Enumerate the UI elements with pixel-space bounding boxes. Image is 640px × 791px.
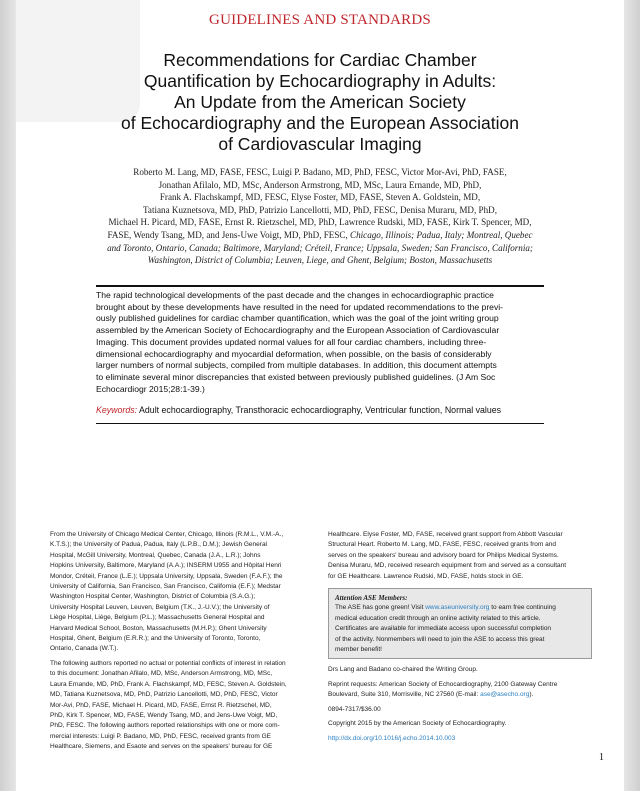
affiliation-line: and Toronto, Ontario, Canada; Baltimore, Maryland; Créteil, France; Uppsala, Sweden; San Francisco, California; xyxy=(107,242,533,253)
disclosure-line: PhD, Kirk T. Spencer, MD, FASE, Wendy Tsang, MD, and Jens-Uwe Voigt, MD, xyxy=(50,711,278,719)
title-line: of Cardiovascular Imaging xyxy=(218,134,422,154)
abstract-line: brought about by these developments have resulted in the need for updated recommendations to the previ- xyxy=(96,301,504,312)
disclosure-line: serves on the speakers' bureau and advisory board for Philips Medical Systems. xyxy=(328,551,559,559)
page-number: 1 xyxy=(599,752,604,763)
affiliation-note-line: Washington Hospital Center, Washington, District of Columbia (S.A.G.); xyxy=(50,593,256,601)
ase-box-line: medical education credit through an online activity related to this article. xyxy=(335,614,541,622)
author-line: Frank A. Flachskampf, MD, FESC, Elyse Foster, MD, FASE, Steven A. Goldstein, MD, xyxy=(159,192,481,203)
abstract xyxy=(96,290,544,395)
keywords xyxy=(96,405,544,415)
title-line: Quantification by Echocardiography in Adults: xyxy=(143,71,497,91)
disclosure-line: Denisa Muraru, MD, received research equipment from and served as a consultant xyxy=(328,562,567,570)
ase-members-box xyxy=(328,588,592,659)
affiliation-note-line: Mondor, Créteil, France (L.E.); Uppsala University, Uppsala, Sweden (F.A.F.); the xyxy=(50,572,283,580)
abstract-line: assembled by the American Society of Echocardiography and the European Association of Cardiovascular xyxy=(96,325,500,336)
author-list xyxy=(70,166,570,267)
section-header: GUIDELINES AND STANDARDS xyxy=(209,12,431,28)
disclosure-line: Mor-Avi, PhD, FASE, Michael H. Picard, MD, FASE, Ernst R. Rietzschel, MD, xyxy=(50,701,272,709)
author-line: Roberto M. Lang, MD, FASE, FESC, Luigi P. Badano, MD, PhD, FESC, Victor Mor-Avi, PhD, FASE, xyxy=(133,167,507,177)
disclosure-line: PhD, FESC. The following authors reported relationships with one or more com- xyxy=(50,722,280,730)
abstract-line: to eliminate several minor discrepancies that existed between previously published guidelines. (J Am Soc xyxy=(96,371,496,382)
title-line: of Echocardiography and the European Association xyxy=(121,113,519,133)
author-line xyxy=(70,229,570,242)
title-line: Recommendations for Cardiac Chamber xyxy=(163,50,477,70)
ase-box-line: of the activity. Nonmembers will need to join the ASE to access this great xyxy=(335,635,545,643)
disclosure-line: Healthcare, Siemens, and Esaote and serves on the speakers' bureau for GE xyxy=(50,743,273,751)
abstract-line: larger numbers of normal subjects, compiled from multiple databases. In addition, this document attempts xyxy=(96,360,497,371)
author-line-text: FASE, Wendy Tsang, MD, and Jens-Uwe Voigt, MD, PhD, FESC, xyxy=(107,229,348,240)
reprint-email-link[interactable]: ase@asecho.org xyxy=(480,691,530,699)
cochair-note: Drs Lang and Badano co-chaired the Writing Group. xyxy=(328,666,478,674)
keywords-text: Adult echocardiography, Transthoracic echocardiography, Ventricular function, Normal values xyxy=(137,405,502,415)
affiliation-note-line: Liège Hospital, Liège, Belgium (P.L.); Massachusetts General Hospital and xyxy=(50,614,265,622)
article-title xyxy=(70,50,570,155)
keywords-label: Keywords: xyxy=(96,405,138,415)
disclosure-line: to this document: Jonathan Afilalo, MD, MSc, Anderson Armstrong, MD, MSc, xyxy=(50,670,273,678)
left-margin-shade xyxy=(0,0,16,791)
disclosure-line: The following authors reported no actual or potential conflicts of interest in relation xyxy=(50,659,286,667)
ase-box-line xyxy=(335,603,585,613)
doi-link[interactable]: http://dx.doi.org/10.1016/j.echo.2014.10.003 xyxy=(328,734,456,742)
abstract-top-rule xyxy=(96,285,544,287)
affiliation-note-line: University Hospital Leuven, Leuven, Belgium (T.K., J.-U.V.); the University of xyxy=(50,603,270,611)
affiliation-note-line: Ontario, Canada (W.T.). xyxy=(50,645,119,653)
reprint-text: ). xyxy=(529,691,534,699)
disclosure-line: for GE Healthcare. Lawrence Rudski, MD, FASE, holds stock in GE. xyxy=(328,572,524,580)
abstract-bottom-rule xyxy=(96,423,544,424)
reprint-text: Boulevard, Suite 310, Morrisville, NC 27560 (E-mail: xyxy=(328,691,481,699)
disclosure-line: Laura Ernande, MD, PhD, Frank A. Flachskampf, MD, FESC, Steven A. Goldstein, xyxy=(50,680,287,688)
disclosure-line: Structural Heart. Roberto M. Lang, MD, FASE, FESC, received grants from and xyxy=(328,541,556,549)
author-line: Michael H. Picard, MD, FASE, Ernst R. Rietzschel, MD, PhD, Lawrence Rudski, MD, FASE, Kirk T. Spencer, MD, xyxy=(108,217,532,228)
affiliation-note-line: From the University of Chicago Medical Center, Chicago, Illinois (R.M.L., V.M.-A., xyxy=(50,531,284,538)
disclosure-line: Healthcare. Elyse Foster, MD, FASE, received grant support from Abbott Vascular xyxy=(328,531,563,538)
author-line: Jonathan Afilalo, MD, MSc, Anderson Armstrong, MD, MSc, Laura Ernande, MD, PhD, xyxy=(158,179,482,190)
reprint-line: Reprint requests: American Society of Echocardiography, 2100 Gateway Centre xyxy=(328,680,558,688)
ase-box-line: member benefit! xyxy=(335,646,382,654)
right-margin-shade xyxy=(624,0,640,791)
affiliation-note-line: Hospital, McGill University, Montreal, Quebec, Canada (J.A., L.R.); Johns xyxy=(50,551,261,559)
right-footnote-column xyxy=(328,530,592,744)
left-footnote-column xyxy=(50,530,314,753)
copyright: Copyright 2015 by the American Society of Echocardiography. xyxy=(328,720,507,728)
abstract-line: The rapid technological developments of the past decade and the changes in echocardiographic practice xyxy=(96,290,494,300)
title-line: An Update from the American Society xyxy=(174,92,466,112)
affiliation-inline: Chicago, Illinois; Padua, Italy; Montreal, Quebec xyxy=(347,229,533,240)
affiliation-line: Washington, District of Columbia; Leuven, Liege, and Ghent, Belgium; Boston, Massachusetts xyxy=(147,255,493,266)
ase-box-line: Certificates are available for immediate access upon successful completion xyxy=(335,625,552,633)
aseuniversity-link[interactable]: www.aseuniversity.org xyxy=(425,604,490,612)
disclosure-line: mercial interests: Luigi P. Badano, MD, PhD, FESC, received grants from GE xyxy=(50,732,271,740)
affiliation-note-line: Hopkins University, Baltimore, Maryland (A.A.); INSERM U955 and Hôpital Henri xyxy=(50,562,282,570)
abstract-line: ously published guidelines for cardiac chamber quantification, which was the goal of the joint writing group xyxy=(96,313,499,324)
author-line: Tatiana Kuznetsova, MD, PhD, Patrizio Lancellotti, MD, PhD, FESC, Denisa Muraru, MD, PhD, xyxy=(143,204,497,215)
ase-box-text: The ASE has gone green! Visit xyxy=(335,604,426,612)
affiliation-note-line: University of California, San Francisco, San Francisco, California (E.F.); Medstar xyxy=(50,583,281,591)
affiliation-note-line: K.T.S.); the University of Padua, Padua, Italy (L.P.B., D.M.); Jewish General xyxy=(50,541,268,549)
affiliation-note-line: Hospital, Ghent, Belgium (E.R.R.); and the University of Toronto, Toronto, xyxy=(50,635,261,643)
abstract-line: Echocardiogr 2015;28:1-39.) xyxy=(96,383,205,394)
ase-box-title: Attention ASE Members: xyxy=(335,594,408,603)
abstract-line: dimensional echocardiography and myocardial deformation, when possible, on the basis of considerably xyxy=(96,348,492,359)
issn: 0894-7317/$36.00 xyxy=(328,705,381,713)
disclosure-line: MD, Tatiana Kuznetsova, MD, PhD, Patrizio Lancellotti, MD, PhD, FESC, Victor xyxy=(50,691,278,699)
reprint-line xyxy=(328,690,592,700)
ase-box-text: to earn free continuing xyxy=(489,604,556,612)
affiliation-note-line: Harvard Medical School, Boston, Massachusetts (M.H.P.); Ghent University xyxy=(50,624,267,632)
abstract-line: Imaging. This document provides updated normal values for all four cardiac chambers, including three- xyxy=(96,336,487,347)
